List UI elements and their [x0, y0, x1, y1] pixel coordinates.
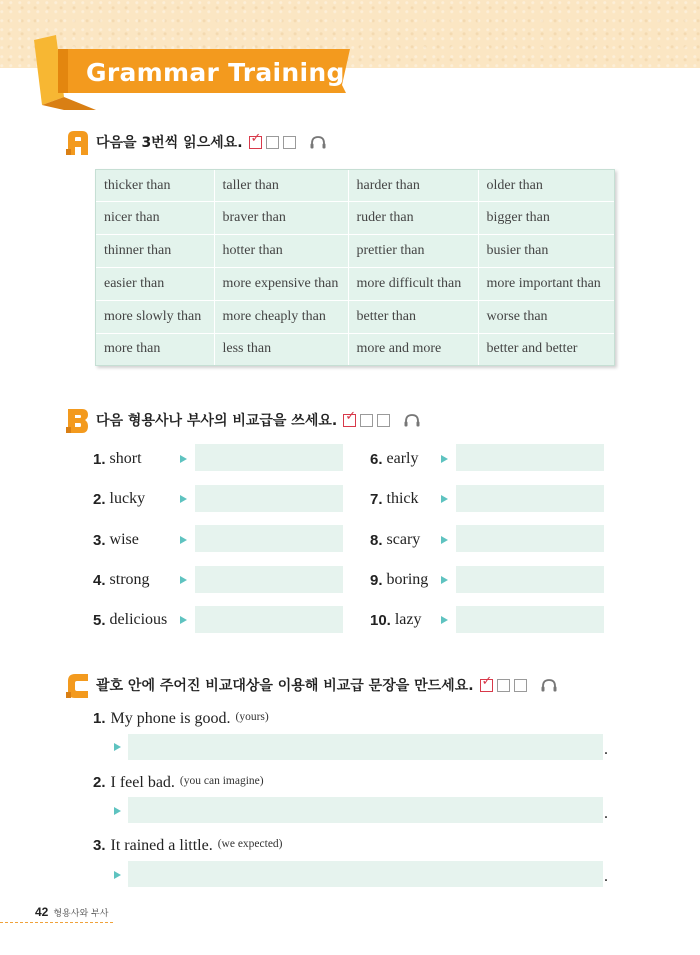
table-cell: more slowly than: [96, 300, 214, 333]
sentence-prompt: [93, 774, 264, 792]
check-3[interactable]: [377, 414, 390, 427]
table-cell: prettier than: [348, 235, 478, 268]
answer-field[interactable]: [456, 485, 604, 512]
item-number: 2.: [93, 774, 106, 791]
exercise-item: [93, 567, 150, 593]
answer-field[interactable]: [456, 606, 604, 633]
item-word: short: [109, 450, 142, 467]
exercise-item: [370, 527, 420, 553]
table-cell: more and more: [348, 333, 478, 365]
item-word: early: [386, 450, 419, 467]
section-a-checkboxes: [249, 130, 300, 149]
arrow-icon: [180, 616, 187, 624]
headphones-icon[interactable]: [310, 136, 326, 149]
item-word: wise: [109, 531, 139, 548]
arrow-icon: [114, 871, 121, 879]
table-row: [96, 300, 614, 333]
sentence-text: It rained a little.: [110, 837, 213, 854]
section-b-letter-icon: [66, 407, 90, 433]
item-number: 1.: [93, 710, 106, 727]
item-number: 8.: [370, 531, 383, 549]
arrow-icon: [441, 616, 448, 624]
item-word: delicious: [109, 611, 168, 628]
table-cell: worse than: [478, 300, 614, 333]
sentence-prompt: [93, 710, 269, 728]
sentence-text: My phone is good.: [110, 710, 231, 727]
answer-field[interactable]: [195, 485, 343, 512]
read-check-2[interactable]: [266, 136, 279, 149]
arrow-icon: [441, 576, 448, 584]
item-number: 2.: [93, 490, 106, 508]
sentence-period: .: [604, 868, 608, 885]
section-a-letter-icon: [66, 129, 90, 155]
check-3[interactable]: [514, 679, 527, 692]
item-number: 5.: [93, 611, 106, 629]
chapter-title: 형용사와 부사: [53, 909, 109, 919]
answer-field[interactable]: [195, 606, 343, 633]
table-cell: more important than: [478, 267, 614, 300]
table-cell: bigger than: [478, 202, 614, 235]
check-2[interactable]: [360, 414, 373, 427]
section-b-checkboxes: [343, 408, 394, 427]
item-number: 6.: [370, 450, 383, 468]
table-cell: better than: [348, 300, 478, 333]
page-title: Grammar Training: [86, 58, 345, 87]
section-a-header: [66, 129, 326, 155]
comparison-hint: (yours): [235, 711, 269, 723]
exercise-item: [93, 486, 145, 512]
table-row: [96, 333, 614, 365]
section-b-header: [66, 407, 420, 433]
item-word: strong: [109, 571, 150, 588]
table-cell: braver than: [214, 202, 348, 235]
item-word: thick: [386, 490, 419, 507]
table-cell: older than: [478, 170, 614, 202]
item-number: 9.: [370, 571, 383, 589]
section-c-letter-icon: [66, 672, 90, 698]
table-cell: thicker than: [96, 170, 214, 202]
item-number: 4.: [93, 571, 106, 589]
item-number: 1.: [93, 450, 106, 468]
table-cell: more than: [96, 333, 214, 365]
item-number: 3.: [93, 531, 106, 549]
table-cell: busier than: [478, 235, 614, 268]
arrow-icon: [180, 495, 187, 503]
section-c-header: [66, 672, 557, 698]
arrow-icon: [441, 495, 448, 503]
arrow-icon: [180, 536, 187, 544]
table-cell: ruder than: [348, 202, 478, 235]
item-word: lucky: [109, 490, 146, 507]
page-footer: [35, 905, 108, 919]
section-c-instruction: 괄호 안에 주어진 비교대상을 이용해 비교급 문장을 만드세요.: [96, 678, 474, 694]
sentence-text: I feel bad.: [110, 774, 175, 791]
check-1[interactable]: ✓: [343, 414, 356, 427]
comparison-hint: (you can imagine): [179, 775, 264, 787]
arrow-icon: [441, 455, 448, 463]
table-row: [96, 267, 614, 300]
table-cell: nicer than: [96, 202, 214, 235]
read-check-1[interactable]: ✓: [249, 136, 262, 149]
section-a-instruction: 다음을 3번씩 읽으세요.: [96, 135, 243, 151]
item-number: 10.: [370, 611, 391, 629]
table-cell: thinner than: [96, 235, 214, 268]
item-number: 3.: [93, 837, 106, 854]
answer-field[interactable]: [195, 566, 343, 593]
table-row: [96, 170, 614, 202]
sentence-prompt: [93, 837, 283, 855]
table-cell: easier than: [96, 267, 214, 300]
footer-divider: [0, 922, 113, 923]
item-word: lazy: [394, 611, 422, 628]
exercise-item: [370, 446, 419, 472]
section-c-checkboxes: [480, 673, 531, 692]
table-cell: hotter than: [214, 235, 348, 268]
table-cell: less than: [214, 333, 348, 365]
section-b-instruction: 다음 형용사나 부사의 비교급을 쓰세요.: [96, 413, 338, 429]
arrow-icon: [114, 807, 121, 815]
exercise-item: [93, 527, 139, 553]
table-row: [96, 202, 614, 235]
arrow-icon: [114, 743, 121, 751]
table-row: [96, 235, 614, 268]
table-cell: more cheaply than: [214, 300, 348, 333]
answer-field[interactable]: [456, 444, 604, 471]
answer-field[interactable]: [195, 525, 343, 552]
item-word: boring: [386, 571, 429, 588]
headphones-icon[interactable]: [541, 679, 557, 692]
comparison-hint: (we expected): [217, 838, 283, 850]
answer-field[interactable]: [128, 861, 603, 887]
exercise-item: [93, 607, 167, 633]
exercise-item: [370, 607, 422, 633]
answer-field[interactable]: [456, 525, 604, 552]
answer-field[interactable]: [195, 444, 343, 471]
table-cell: more difficult than: [348, 267, 478, 300]
table-cell: harder than: [348, 170, 478, 202]
exercise-item: [370, 567, 428, 593]
exercise-item: [370, 486, 419, 512]
page-number: 42: [35, 905, 49, 919]
answer-field[interactable]: [128, 734, 603, 760]
answer-field[interactable]: [456, 566, 604, 593]
comparative-word-table: [95, 169, 615, 366]
arrow-icon: [180, 576, 187, 584]
sentence-period: .: [604, 741, 608, 758]
headphones-icon[interactable]: [404, 414, 420, 427]
arrow-icon: [441, 536, 448, 544]
table-cell: taller than: [214, 170, 348, 202]
arrow-icon: [180, 455, 187, 463]
check-2[interactable]: [497, 679, 510, 692]
item-number: 7.: [370, 490, 383, 508]
read-check-3[interactable]: [283, 136, 296, 149]
table-cell: more expensive than: [214, 267, 348, 300]
answer-field[interactable]: [128, 797, 603, 823]
sentence-period: .: [604, 805, 608, 822]
table-cell: better and better: [486, 341, 578, 357]
item-word: scary: [386, 531, 421, 548]
exercise-item: [93, 446, 142, 472]
check-1[interactable]: ✓: [480, 679, 493, 692]
